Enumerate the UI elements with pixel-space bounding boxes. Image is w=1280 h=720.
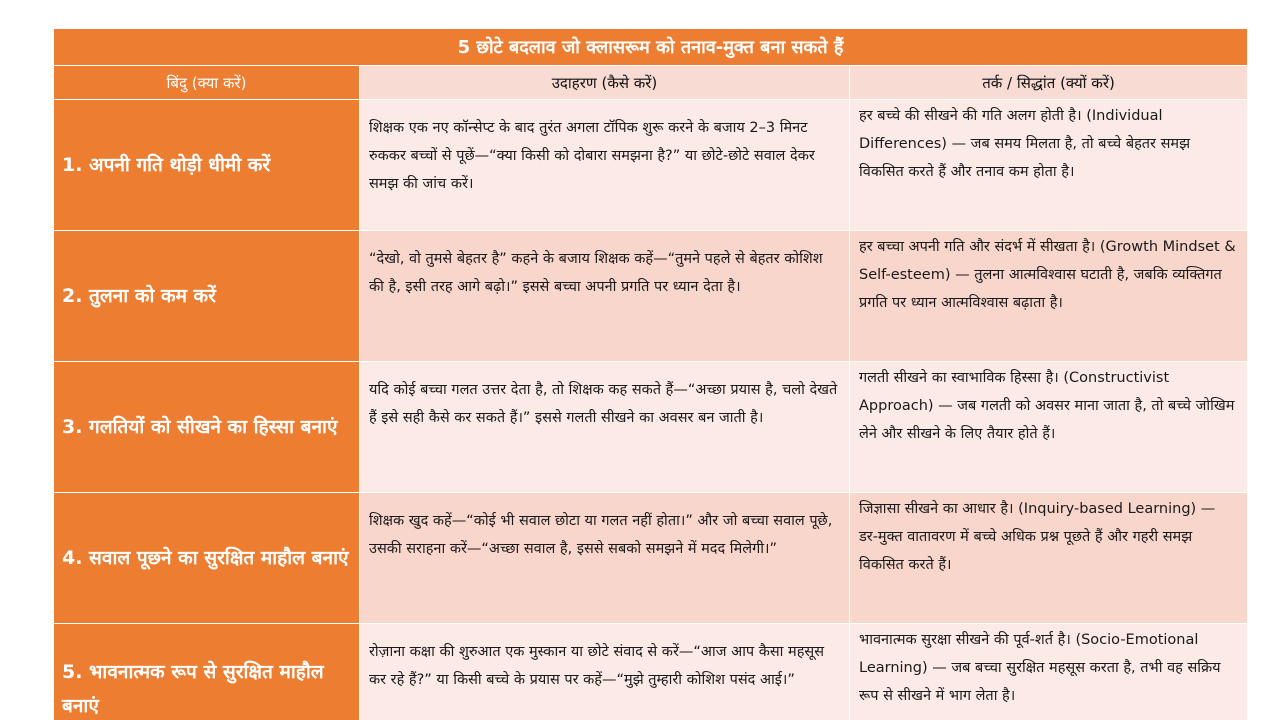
row-reason: गलती सीखने का स्वाभाविक हिस्सा है। (Constructivist Approach) — जब गलती को अवसर माना जाता है, तो बच्चे जोखिम लेने और सीखने के लिए तैयार होते हैं। xyxy=(850,362,1248,493)
row-example: रोज़ाना कक्षा की शुरुआत एक मुस्कान या छोटे संवाद से करें—“आज आप कैसा महसूस कर रहे हैं?” या किसी बच्चे के प्रयास पर कहें—“मुझे तुम्हारी कोशिश पसंद आई।” xyxy=(360,624,850,720)
row-example: “देखो, वो तुमसे बेहतर है” कहने के बजाय शिक्षक कहें—“तुमने पहले से बेहतर कोशिश की है, इसी तरह आगे बढ़ो।” इससे बच्चा अपनी प्रगति पर ध्यान देता है। xyxy=(360,231,850,362)
row-reason: हर बच्चे की सीखने की गति अलग होती है। (Individual Differences) — जब समय मिलता है, तो बच्चे बेहतर समझ विकसित करते हैं और तनाव कम होता है। xyxy=(850,100,1248,231)
row-reason: भावनात्मक सुरक्षा सीखने की पूर्व-शर्त है। (Socio-Emotional Learning) — जब बच्चा सुरक्षित महसूस करता है, तभी वह सक्रिय रूप से सीखने में भाग लेता है। xyxy=(850,624,1248,720)
table-row xyxy=(54,493,1248,624)
header-reason: तर्क / सिद्धांत (क्यों करें) xyxy=(850,66,1248,100)
table-row xyxy=(54,231,1248,362)
row-point: 3. गलतियों को सीखने का हिस्सा बनाएं xyxy=(54,362,360,493)
comparison-table xyxy=(53,28,1248,720)
table-row xyxy=(54,100,1248,231)
row-example: यदि कोई बच्चा गलत उत्तर देता है, तो शिक्षक कह सकते हैं—“अच्छा प्रयास है, चलो देखते हैं इसे सही कैसे कर सकते हैं।” इससे गलती सीखने का अवसर बन जाती है। xyxy=(360,362,850,493)
header-point: बिंदु (क्या करें) xyxy=(54,66,360,100)
row-reason: जिज्ञासा सीखने का आधार है। (Inquiry-based Learning) — डर-मुक्त वातावरण में बच्चे अधिक प्रश्न पूछते हैं और गहरी समझ विकसित करते हैं। xyxy=(850,493,1248,624)
row-point: 5. भावनात्मक रूप से सुरक्षित माहौल बनाएं xyxy=(54,624,360,720)
row-point: 4. सवाल पूछने का सुरक्षित माहौल बनाएं xyxy=(54,493,360,624)
title-row xyxy=(54,29,1248,66)
row-point: 1. अपनी गति थोड़ी धीमी करें xyxy=(54,100,360,231)
header-row xyxy=(54,66,1248,100)
row-reason: हर बच्चा अपनी गति और संदर्भ में सीखता है। (Growth Mindset & Self-esteem) — तुलना आत्मविश्वास घटाती है, जबकि व्यक्तिगत प्रगति पर ध्यान आत्मविश्वास बढ़ाता है। xyxy=(850,231,1248,362)
table-row xyxy=(54,624,1248,720)
header-example: उदाहरण (कैसे करें) xyxy=(360,66,850,100)
table-row xyxy=(54,362,1248,493)
row-example: शिक्षक खुद कहें—“कोई भी सवाल छोटा या गलत नहीं होता।” और जो बच्चा सवाल पूछे, उसकी सराहना करें—“अच्छा सवाल है, इससे सबको समझने में मदद मिलेगी।” xyxy=(360,493,850,624)
row-point: 2. तुलना को कम करें xyxy=(54,231,360,362)
row-example: शिक्षक एक नए कॉन्सेप्ट के बाद तुरंत अगला टॉपिक शुरू करने के बजाय 2–3 मिनट रुककर बच्चों से पूछें—“क्या किसी को दोबारा समझना है?” या छोटे-छोटे सवाल देकर समझ की जांच करें। xyxy=(360,100,850,231)
table-title: 5 छोटे बदलाव जो क्लासरूम को तनाव-मुक्त बना सकते हैं xyxy=(54,29,1248,66)
